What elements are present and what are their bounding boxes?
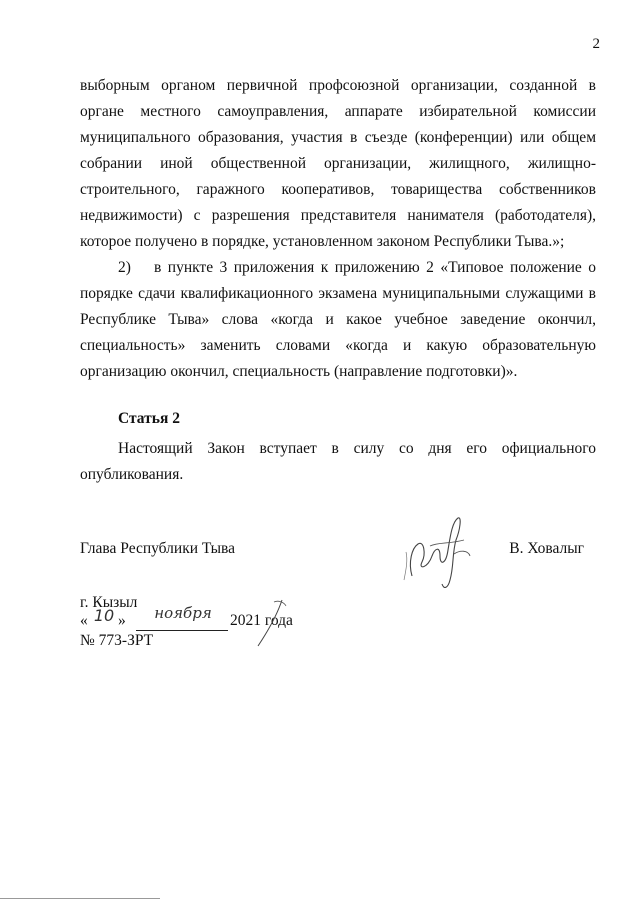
handwritten-signature <box>400 510 478 592</box>
date-day-handwritten: 10 <box>93 606 115 625</box>
signatory-position: Глава Республики Тыва <box>80 540 236 557</box>
list-item-number: 2) <box>118 259 131 276</box>
article-text: Настоящий Закон вступает в силу со дня его официального опубликования. <box>80 440 596 483</box>
paragraph-2-text: в пункте 3 приложения к приложению 2 «Типовое положение о порядке сдачи квалификационного экзамена муниципальными служащими в Республике Тыва» слова «когда и какое учебное заведение окончил, специальность» заменить словами «когда и какую образовательную организацию окончил, специальность (направление подготовки)». <box>80 259 596 380</box>
place-of-signing: г. Кызыл <box>80 594 138 611</box>
signatory-name: В. Ховалыг <box>509 540 584 557</box>
date-year: 2021 года <box>230 612 293 629</box>
paragraph-2 <box>80 255 596 385</box>
paragraph-1: выборным органом первичной профсоюзной организации, созданной в органе местного самоуправления, аппарате избирательной комиссии муниципального образования, участия в съезде (конференции) или общем собрании иной общественной организации, жилищного, жилищно-строительного, гаражного кооперативов, товарищества собственников недвижимости) с разрешения представителя нанимателя (работодателя), которое получено в порядке, установленном законом Республики Тыва.»; <box>80 77 596 250</box>
page-number: 2 <box>592 36 600 52</box>
date-underline <box>136 630 228 631</box>
date-close-quote: » <box>118 612 126 629</box>
signing-date <box>80 604 320 634</box>
footer-divider <box>0 898 160 899</box>
law-number: № 773-ЗРТ <box>80 632 154 649</box>
date-open-quote: « <box>80 612 88 629</box>
article-title: Статья 2 <box>118 410 180 427</box>
handwritten-stroke <box>250 598 290 648</box>
date-month-handwritten: ноября <box>154 604 212 622</box>
